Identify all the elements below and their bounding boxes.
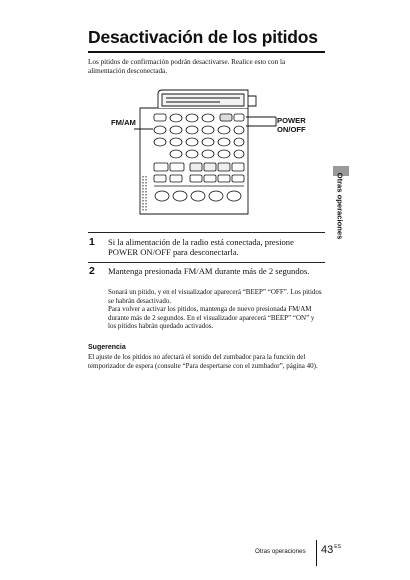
step-2-number: 2: [89, 265, 95, 277]
title-rule: [88, 51, 325, 53]
footer-section: Otras operaciones: [255, 548, 306, 555]
radio-illustration: [100, 86, 330, 226]
step-1-text: Si la alimentación de la radio está conectada, presione POWER ON/OFF para desconectarla.: [108, 237, 294, 258]
footer-divider: [316, 540, 317, 566]
step-2-note: Sonará un pitido, y en el visualizador aparecerá “BEEP” “OFF”. Los pitidos se habrán desactivado. Para volver a activar los pitidos, mantenga de nuevo presionada FM/AM durante más de 2 segundos. En el visualizador aparecerá “BEEP” “ON” y los pitidos habrán quedado activados.: [108, 288, 322, 331]
step-2-rule: [88, 262, 325, 263]
page-number-value: 43: [321, 544, 334, 556]
page-number-suffix: ES: [334, 544, 341, 550]
step-1-rule: [88, 232, 325, 233]
step-1-number: 1: [89, 236, 95, 248]
callout-power-on-off: POWER ON/OFF: [277, 116, 306, 134]
page-title: Desactivación de los pitidos: [88, 27, 318, 47]
page-number: [321, 544, 341, 556]
step-2-text: Mantenga presionada FM/AM durante más de 2 segundos.: [108, 266, 310, 276]
tip-text: El ajuste de los pitidos no afectará el sonido del zumbador para la función del temporizador de espera (consulte “Para despertarse con el zumbador”, página 40).: [88, 353, 318, 370]
section-side-label: Otras operaciones: [335, 172, 345, 240]
tip-heading: Sugerencia: [88, 344, 126, 351]
callout-fm-am: FM/AM: [111, 118, 136, 127]
intro-text: Los pitidos de confirmación podrán desactivarse. Realice esto con la alimentación desconectada.: [88, 58, 286, 76]
